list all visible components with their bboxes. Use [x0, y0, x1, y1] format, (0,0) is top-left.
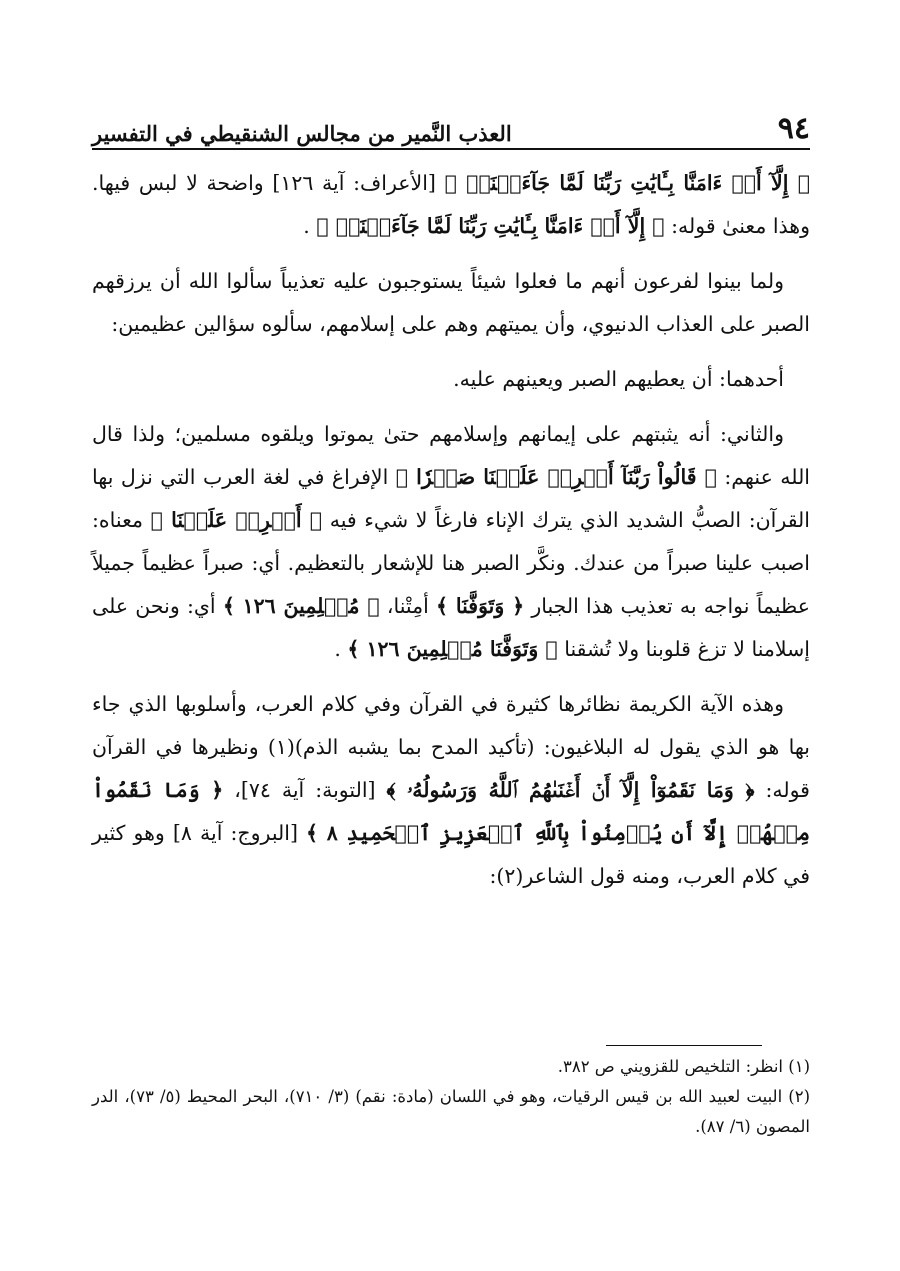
text-run: أمِتْنا،	[379, 594, 436, 618]
quran-verse: ﴿ إِلَّآ أَنۡ ءَامَنَّا بِـَٔايَٰتِ رَبِّنَا لَمَّا جَآءَتۡنَاۚ ﴾	[444, 171, 810, 195]
footnotes	[92, 1052, 810, 1142]
paragraph	[92, 683, 810, 898]
quran-verse: ﴿ مُسۡلِمِينَ ١٢٦ ﴾	[222, 594, 380, 618]
quran-verse: ﴿ قَالُواْ رَبَّنَآ أَفۡرِغۡ عَلَيۡنَا صَبۡرٗا ﴾	[395, 465, 717, 489]
text-run: [التوبة: آية ٧٤]،	[223, 778, 387, 802]
quran-verse: ﴿ وَتَوَفَّنَا ﴾	[436, 594, 525, 618]
text-run: .	[334, 637, 348, 661]
text-run: [البروج: آية ٨] وهو كثير في كلام العرب، ومنه قول الشاعر(٢):	[92, 821, 810, 888]
quran-verse: ﴿ وَتَوَفَّنَا مُسۡلِمِينَ ١٢٦ ﴾	[347, 637, 558, 661]
paragraph	[92, 413, 810, 671]
page-header	[92, 100, 810, 150]
footnote-1: (١) انظر: التلخيص للقزويني ص ٣٨٢.	[557, 1057, 810, 1076]
footnote-divider	[606, 1045, 762, 1046]
text-run: أحدهما: أن يعطيهم الصبر ويعينهم عليه.	[453, 367, 784, 391]
footnote-2: (٢) البيت لعبيد الله بن قيس الرقيات، وهو في اللسان (مادة: نقم) (٣/ ٧١٠)، البحر المحيط (٥/ ٧٣)، الدر المصون (٦/ ٨٧).	[92, 1087, 811, 1136]
text-run: أي: ونحن على إسلامنا لا تزغ قلوبنا ولا تُشقنا	[92, 594, 810, 661]
text-run: الإفراغ في لغة العرب التي نزل بها القرآن: الصبُّ الشديد الذي يترك الإناء فارغاً لا شيء فيه	[92, 465, 811, 532]
quran-verse: ﴿ إِلَّآ أَنۡ ءَامَنَّا بِـَٔايَٰتِ رَبِّنَا لَمَّا جَآءَتۡنَاۚ ﴾	[316, 214, 665, 238]
running-title: العذب النَّمير من مجالس الشنقيطي في التفسير	[92, 121, 512, 146]
quran-verse: ﴿ وَمَا نَقَمُوٓاْ إِلَّآ أَنۡ أَغۡنَىٰهُمُ ٱللَّهُ وَرَسُولُهُۥ ﴾	[386, 778, 755, 802]
text-run: والثاني: أنه يثبتهم على إيمانهم وإسلامهم حتىٰ يموتوا ويلقوه مسلمين؛ ولذا قال الله عنهم:	[92, 422, 811, 489]
text-run: وهذه الآية الكريمة نظائرها كثيرة في القرآن وفي كلام العرب، وأسلوبها الذي جاء بها هو الذي يقول له البلاغيون: (تأكيد المدح بما يشبه الذم)(١) ونظيرها في القرآن قوله:	[92, 692, 810, 802]
paragraph	[92, 358, 810, 401]
paragraph	[92, 260, 810, 346]
page-number: ٩٤	[777, 111, 810, 146]
text-run: [الأعراف: آية ١٢٦] واضحة لا لبس فيها. وهذا معنىٰ قوله:	[92, 171, 810, 238]
text-run: ولما بينوا لفرعون أنهم ما فعلوا شيئاً يستوجبون عليه تعذيباً سألوا الله أن يرزقهم الصبر على العذاب الدنيوي، وأن يميتهم وهم على إسلامهم، سألوه سؤالين عظيمين:	[92, 269, 810, 336]
text-run: معناه: اصبب علينا صبراً من عندك. ونكَّر الصبر هنا للإشعار بالتعظيم. أي: صبراً عظيماً جميلاً عظيماً نواجه به تعذيب هذا الجبار	[92, 508, 810, 618]
quran-verse: ﴿ أَفۡرِغۡ عَلَيۡنَا ﴾	[150, 508, 323, 532]
book-page	[92, 100, 810, 910]
paragraph	[92, 162, 810, 248]
quran-verse: ﴿ وَمَا نَقَمُواْ مِنۡهُمۡ إِلَّآ أَن يُؤۡمِنُواْ بِٱللَّهِ ٱلۡعَزِيزِ ٱلۡحَمِيدِ ٨ ﴾	[92, 778, 810, 845]
text-run: .	[303, 214, 317, 238]
main-text	[92, 162, 810, 898]
